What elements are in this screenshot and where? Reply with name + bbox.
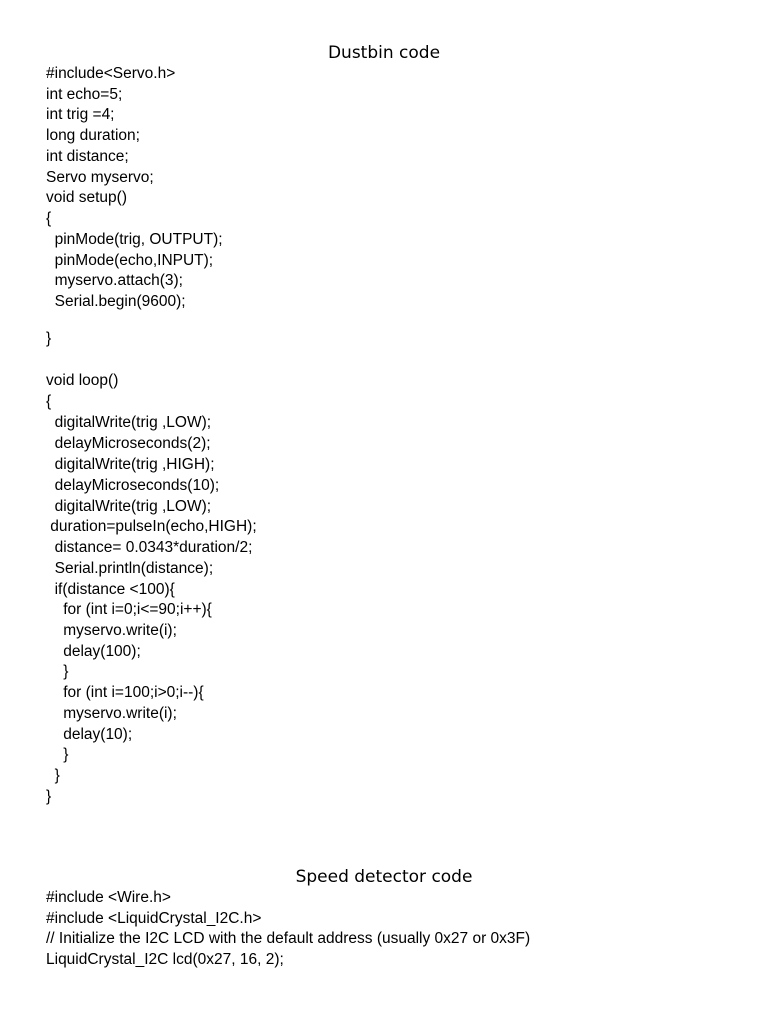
code-line: pinMode(trig, OUTPUT); — [46, 231, 223, 248]
code-line: #include <LiquidCrystal_I2C.h> — [46, 910, 262, 927]
code-line: void loop() — [46, 372, 119, 389]
code-line: // Initialize the I2C LCD with the default address (usually 0x27 or 0x3F) — [46, 930, 531, 947]
code-line: pinMode(echo,INPUT); — [46, 252, 214, 269]
code-line: LiquidCrystal_I2C lcd(0x27, 16, 2); — [46, 951, 284, 968]
code-line: delayMicroseconds(2); — [46, 435, 211, 452]
code-line: int echo=5; — [46, 86, 123, 103]
code-line: myservo.write(i); — [46, 622, 177, 639]
code-line: #include<Servo.h> — [46, 65, 176, 82]
code-line: for (int i=100;i>0;i--){ — [46, 684, 204, 701]
code-line: } — [46, 767, 60, 784]
code-line: #include <Wire.h> — [46, 889, 171, 906]
code-line: myservo.attach(3); — [46, 272, 183, 289]
code-line: digitalWrite(trig ,HIGH); — [46, 456, 215, 473]
code-line: Serial.begin(9600); — [46, 293, 186, 310]
code-line: if(distance <100){ — [46, 581, 175, 598]
code-line: delay(100); — [46, 643, 141, 660]
code-line: delayMicroseconds(10); — [46, 477, 220, 494]
code-line: for (int i=0;i<=90;i++){ — [46, 601, 212, 618]
code-line: digitalWrite(trig ,LOW); — [46, 414, 212, 431]
code-line: Serial.println(distance); — [46, 560, 214, 577]
code-line: Servo myservo; — [46, 169, 154, 186]
code-line: int trig =4; — [46, 106, 115, 123]
code-line: long duration; — [46, 127, 140, 144]
code-line: } — [46, 746, 69, 763]
code-line: myservo.write(i); — [46, 705, 177, 722]
code-line: duration=pulseIn(echo,HIGH); — [46, 518, 257, 535]
code-line: distance= 0.0343*duration/2; — [46, 539, 253, 556]
code-line: { — [46, 210, 52, 227]
code-line: { — [46, 393, 52, 410]
code-line: } — [46, 788, 52, 805]
code-line: digitalWrite(trig ,LOW); — [46, 498, 212, 515]
code-line: } — [46, 663, 69, 680]
code-line: } — [46, 330, 52, 347]
code-line: delay(10); — [46, 726, 133, 743]
code-line: int distance; — [46, 148, 129, 165]
section-title-dustbin: Dustbin code — [327, 43, 441, 63]
code-line: void setup() — [46, 189, 127, 206]
section-title-speed-detector: Speed detector code — [295, 867, 473, 887]
